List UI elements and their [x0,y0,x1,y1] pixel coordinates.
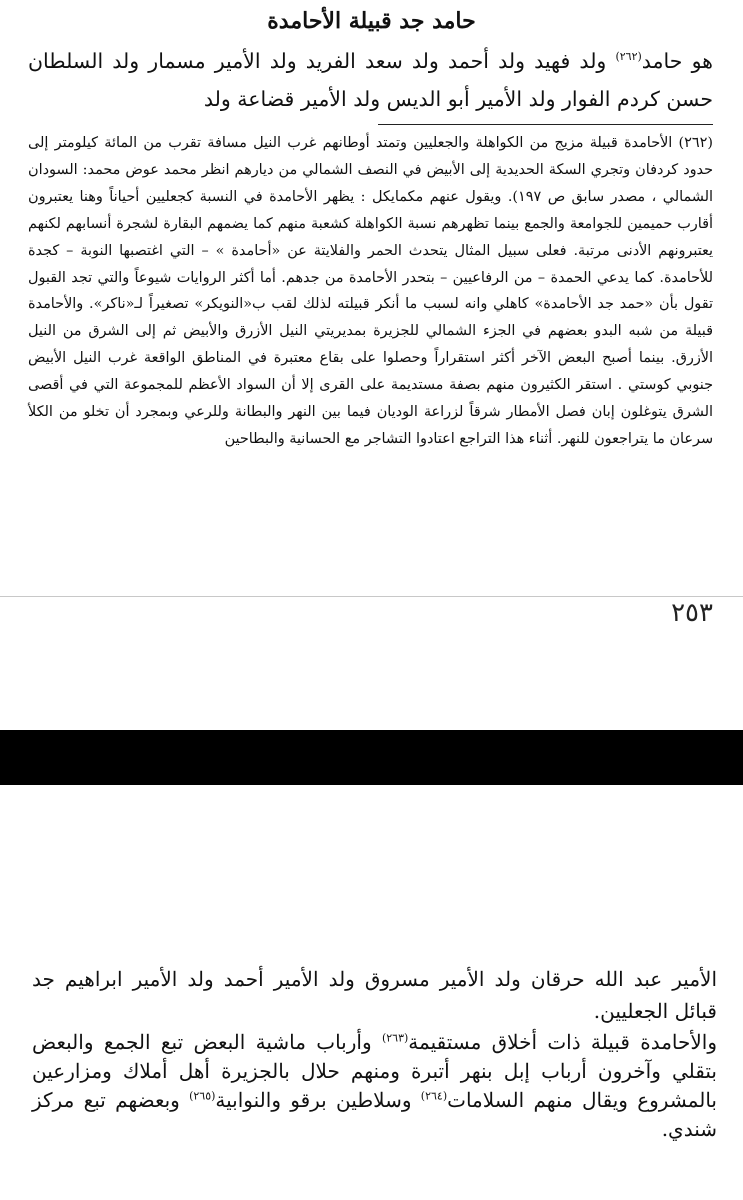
footnote-262: (٢٦٢) الأحامدة قبيلة مزيج من الكواهلة والجعليين وتمتد أوطانهم غرب النيل مسافة تقرب من المائة كيلومتر إلى حدود كردفان وتجري السكة الحديدية إلى الأبيض في النصف الشمالي من ديارهم انظر محمد عوض محمد: السودان الشمالي ، مصدر سابق ص ١٩٧). ويقول عنهم مكمايكل : يظهر الأحامدة في النسبة كجعليين أحياناً وهنا يعتبرون أقارب حميمين للجوامعة والجمع بينما تظهرهم نسبة الكواهلة كشعبة منهم كما يضمهم البقارة لشجرة أنسابهم لكنهم يعتبرونهم الأدنى مرتبة. فعلى سبيل المثال يتحدث الحمر والفلايتة عن «أحامدة » – التي اغتصبها النوبة – كجدة للأحامدة. كما يدعي الحمدة – من الرفاعيين – بتحدر الأحامدة من جدهم. أما أكثر الروايات شيوعاً والتي تجد القبول تقول بأن «حمد جد الأحامدة» كاهلي وانه لسبب ما أنكر قبيلته لذلك لقب ب«النويكر» تصغيراً لـ«ناكر». والأحامدة قبيلة من شبه البدو بعضهم في الجزء الشمالي للجزيرة بمديريتي النيل الأزرق والأبيض ثم إلى الشرق من النيل الأزرق. بينما أصبح البعض الآخر أكثر استقراراً وحصلوا على بقاع معتبرة في المناطق الواقعة غرب النيل الأبيض جنوبي كوستي . استقر الكثيرون منهم بصفة مستديمة على القرى إلا أن السواد الأعظم للمجموعة التي في أقصى الشرق يتوغلون إبان فصل الأمطار شرقاً لزراعة الوديان فيما بين النهر والبطانة وللرعي وبمجرد أن تخلو من الكلأ سرعان ما يتراجعون للنهر. أثناء هذا التراجع اعتادوا التشاجر مع الحسانية والبطاحين [28,135,714,447]
page-bottom-rule [0,596,743,597]
page-divider-band [0,730,743,785]
footnote-ref-263: (٢٦٣) [381,1031,409,1045]
lead-text-start: هو حامد [641,49,713,73]
para2-text-1: والأحامدة قبيلة ذات أخلاق مستقيمة [408,1030,717,1054]
footnote-ref-264: (٢٦٤) [420,1089,448,1103]
page-number: ٢٥٣ [671,598,713,628]
para2-text-4: وبعضهم تبع مركز شندي. [32,1088,717,1141]
para2-text-3: وسلاطين برقو والنوابية [215,1088,421,1112]
footnote-separator [378,124,713,125]
paragraph-ahamda [32,1028,717,1144]
para2-text-2: وأرباب ماشية البعض تبع الجمع والبعض بتقلي وآخرون أرباب إبل بنهر أتبرة ومنهم حلال بالجزيرة أهل أملاك ومزارعين بالمشروع ويقال منهم السلامات [32,1030,718,1112]
footnote-ref-262: (٢٦٢) [615,50,642,64]
paragraph-genealogy: الأمير عبد الله حرقان ولد الأمير مسروق ولد الأمير أحمد ولد الأمير ابراهيم جد قبائل الجعليين. [32,967,718,1023]
page-254 [0,785,743,1200]
page-title: حامد جد قبيلة الأحامدة [267,8,476,34]
footnote-ref-265: (٢٦٥) [189,1089,216,1103]
lead-text-rest: ولد فهيد ولد أحمد ولد سعد الفريد ولد الأمير مسمار ولد السلطان حسن كردم الفوار ولد الأمير أبو الديس ولد الأمير قضاعة ولد [28,49,713,111]
lead-paragraph [28,42,713,118]
